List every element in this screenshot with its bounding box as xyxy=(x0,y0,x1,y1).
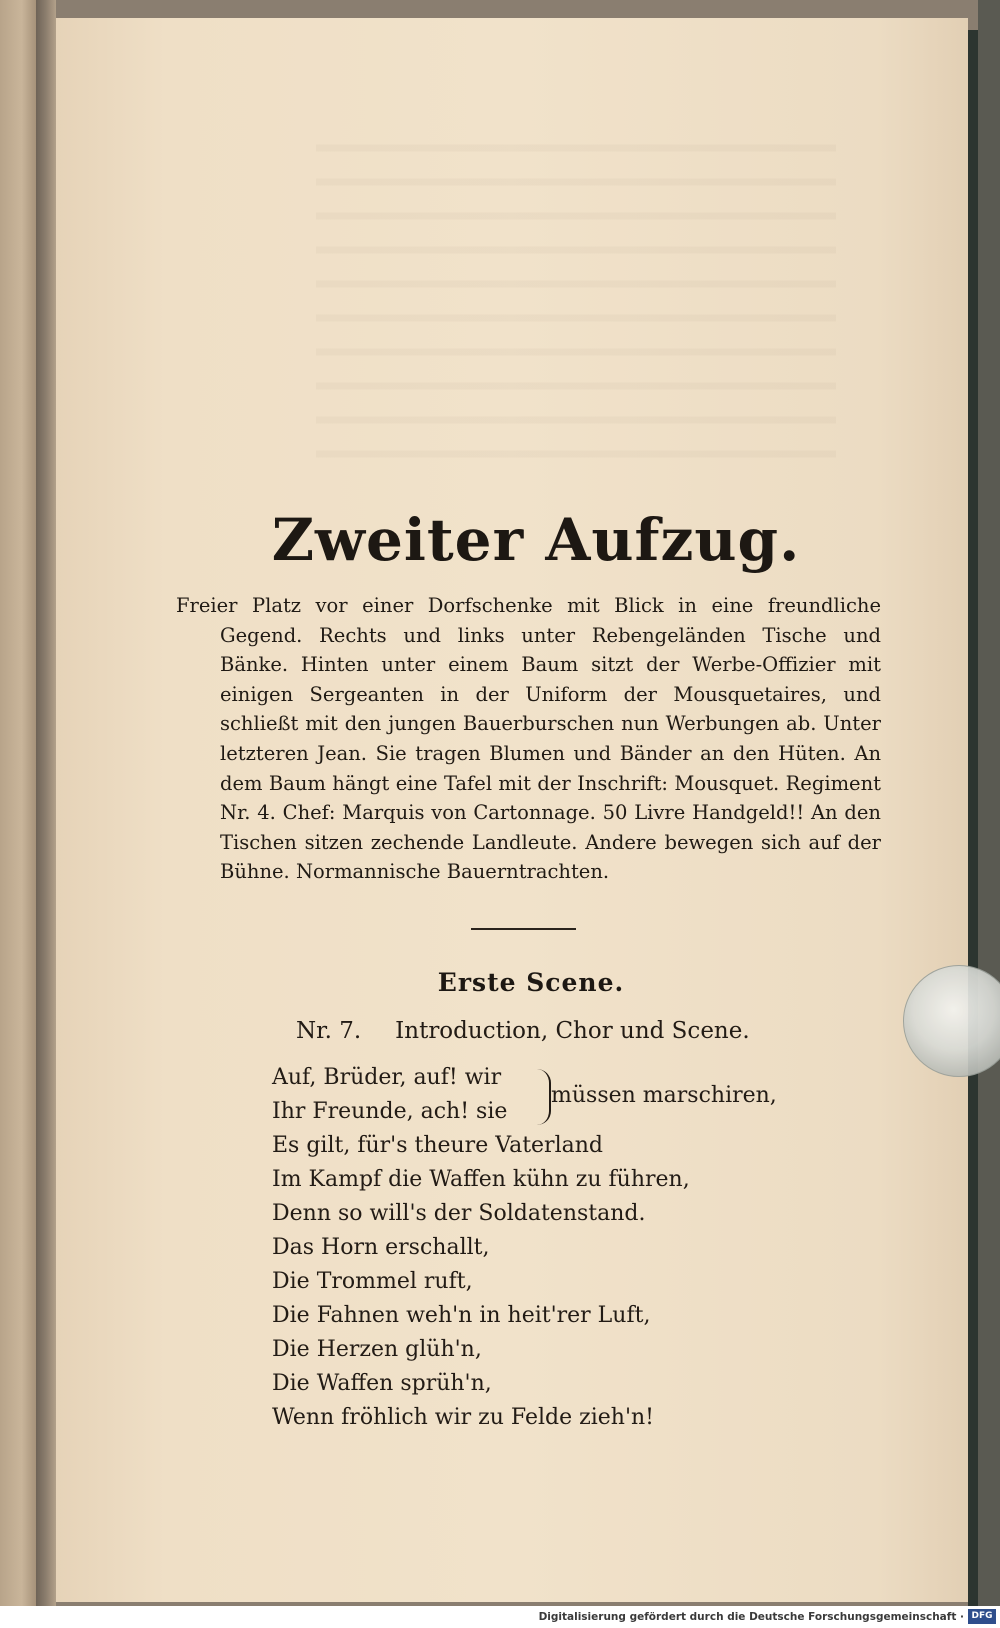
verse-line: Das Horn erschallt, xyxy=(272,1235,490,1260)
bleed-through-texture xyxy=(316,118,836,478)
verse-line: Denn so will's der Soldatenstand. xyxy=(272,1201,646,1226)
number-heading xyxy=(296,1014,766,1048)
scene-title: Erste Scene. xyxy=(437,968,625,997)
verse-brace xyxy=(537,1069,551,1125)
verse-line: Auf, Brüder, auf! wir xyxy=(272,1065,502,1090)
verse-line: Die Trommel ruft, xyxy=(272,1269,473,1294)
verse-line: Die Waffen sprüh'n, xyxy=(272,1371,492,1396)
stage-direction-lead: Freier Platz vor einer Dorfschenke mit Blick in eine freundliche Gegend. xyxy=(176,594,881,647)
verse-line: Ihr Freunde, ach! sie xyxy=(272,1099,508,1124)
verse-line: Es gilt, für's theure Vaterland xyxy=(272,1133,603,1158)
verse-line: Die Fahnen weh'n in heit'rer Luft, xyxy=(272,1303,651,1328)
footer-bar xyxy=(0,1606,1000,1628)
verse-line: Wenn fröhlich wir zu Felde zieh'n! xyxy=(272,1405,655,1430)
book-gutter xyxy=(36,0,56,1606)
number-label: Nr. 7. xyxy=(296,1018,362,1044)
book-cover-edge xyxy=(968,30,978,1606)
section-divider xyxy=(471,928,576,930)
previous-page-edge xyxy=(0,0,36,1606)
stage-direction-text: Rechts und links unter Rebengeländen Tische und Bänke. Hinten unter einem Baum sitzt der Werbe-Offizier mit einigen Sergeanten in der Uniform der Mousquetaires, und schließt mit den jungen Bauerburschen nun Werbungen ab. Unter letzteren Jean. Sie tragen Blumen und Bänder an den Hüten. An dem Baum hängt eine Tafel mit der Inschrift: Mousquet. Regiment Nr. 4. Chef: Marquis von Cartonnage. 50 Livre Handgeld!! An den Tischen sitzen zechende Landleute. Andere bewegen sich auf der Bühne. Normannische Bauerntrachten. xyxy=(220,623,881,884)
book-page xyxy=(56,18,968,1602)
scan-background xyxy=(978,0,1000,1606)
verse-line: Die Herzen glüh'n, xyxy=(272,1337,482,1362)
act-title: Zweiter Aufzug. xyxy=(271,506,801,574)
dfg-logo: DFG xyxy=(968,1609,996,1624)
verse-line: Im Kampf die Waffen kühn zu führen, xyxy=(272,1167,690,1192)
verse-brace-text: müssen marschiren, xyxy=(551,1083,777,1108)
funding-credit: Digitalisierung gefördert durch die Deutsche Forschungsgemeinschaft · xyxy=(538,1611,964,1623)
stage-direction xyxy=(176,591,881,887)
number-title: Introduction, Chor und Scene. xyxy=(395,1018,750,1044)
